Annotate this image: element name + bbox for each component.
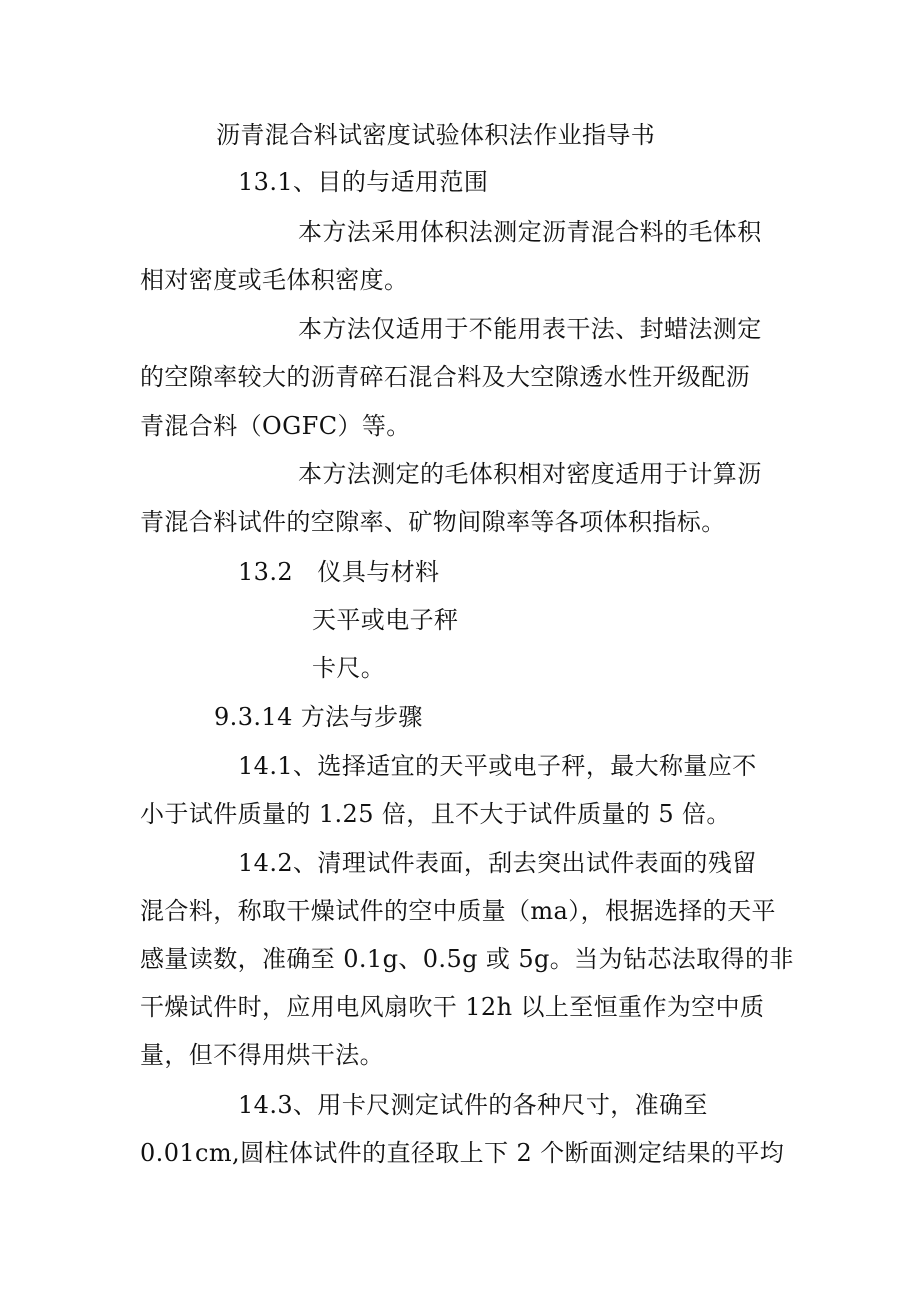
body-line: 感量读数，准确至 0.1g、0.5g 或 5g。当为钻芯法取得的非	[140, 945, 794, 973]
body-line: 小于试件质量的 1.25 倍，且不大于试件质量的 5 倍。	[140, 800, 731, 828]
section-heading: 13.1、目的与适用范围	[238, 168, 489, 196]
document-title: 沥青混合料试密度试验体积法作业指导书	[216, 121, 656, 149]
list-item: 卡尺。	[312, 654, 386, 682]
body-line: 量，但不得用烘干法。	[140, 1041, 384, 1069]
body-line: 0.01cm,圆柱体试件的直径取上下 2 个断面测定结果的平均	[140, 1139, 785, 1167]
body-line: 相对密度或毛体积密度。	[140, 266, 409, 294]
section-heading: 9.3.14 方法与步骤	[214, 703, 423, 731]
body-line: 干燥试件时，应用电风扇吹干 12h 以上至恒重作为空中质	[140, 993, 765, 1021]
body-line: 混合料，称取干燥试件的空中质量（ma），根据选择的天平	[140, 897, 776, 925]
body-line: 14.3、用卡尺测定试件的各种尺寸，准确至	[238, 1091, 708, 1119]
body-line: 青混合料（OGFC）等。	[140, 412, 411, 440]
body-line: 的空隙率较大的沥青碎石混合料及大空隙透水性开级配沥	[140, 363, 750, 391]
list-item: 天平或电子秤	[312, 606, 459, 634]
body-line: 青混合料试件的空隙率、矿物间隙率等各项体积指标。	[140, 508, 726, 536]
section-heading: 13.2 仪具与材料	[238, 558, 440, 586]
body-line: 本方法测定的毛体积相对密度适用于计算沥	[298, 460, 762, 488]
body-line: 本方法仅适用于不能用表干法、封蜡法测定	[298, 315, 762, 343]
body-line: 14.1、选择适宜的天平或电子秤，最大称量应不	[238, 752, 757, 780]
body-line: 本方法采用体积法测定沥青混合料的毛体积	[298, 218, 762, 246]
body-line: 14.2、清理试件表面，刮去突出试件表面的残留	[238, 849, 757, 877]
